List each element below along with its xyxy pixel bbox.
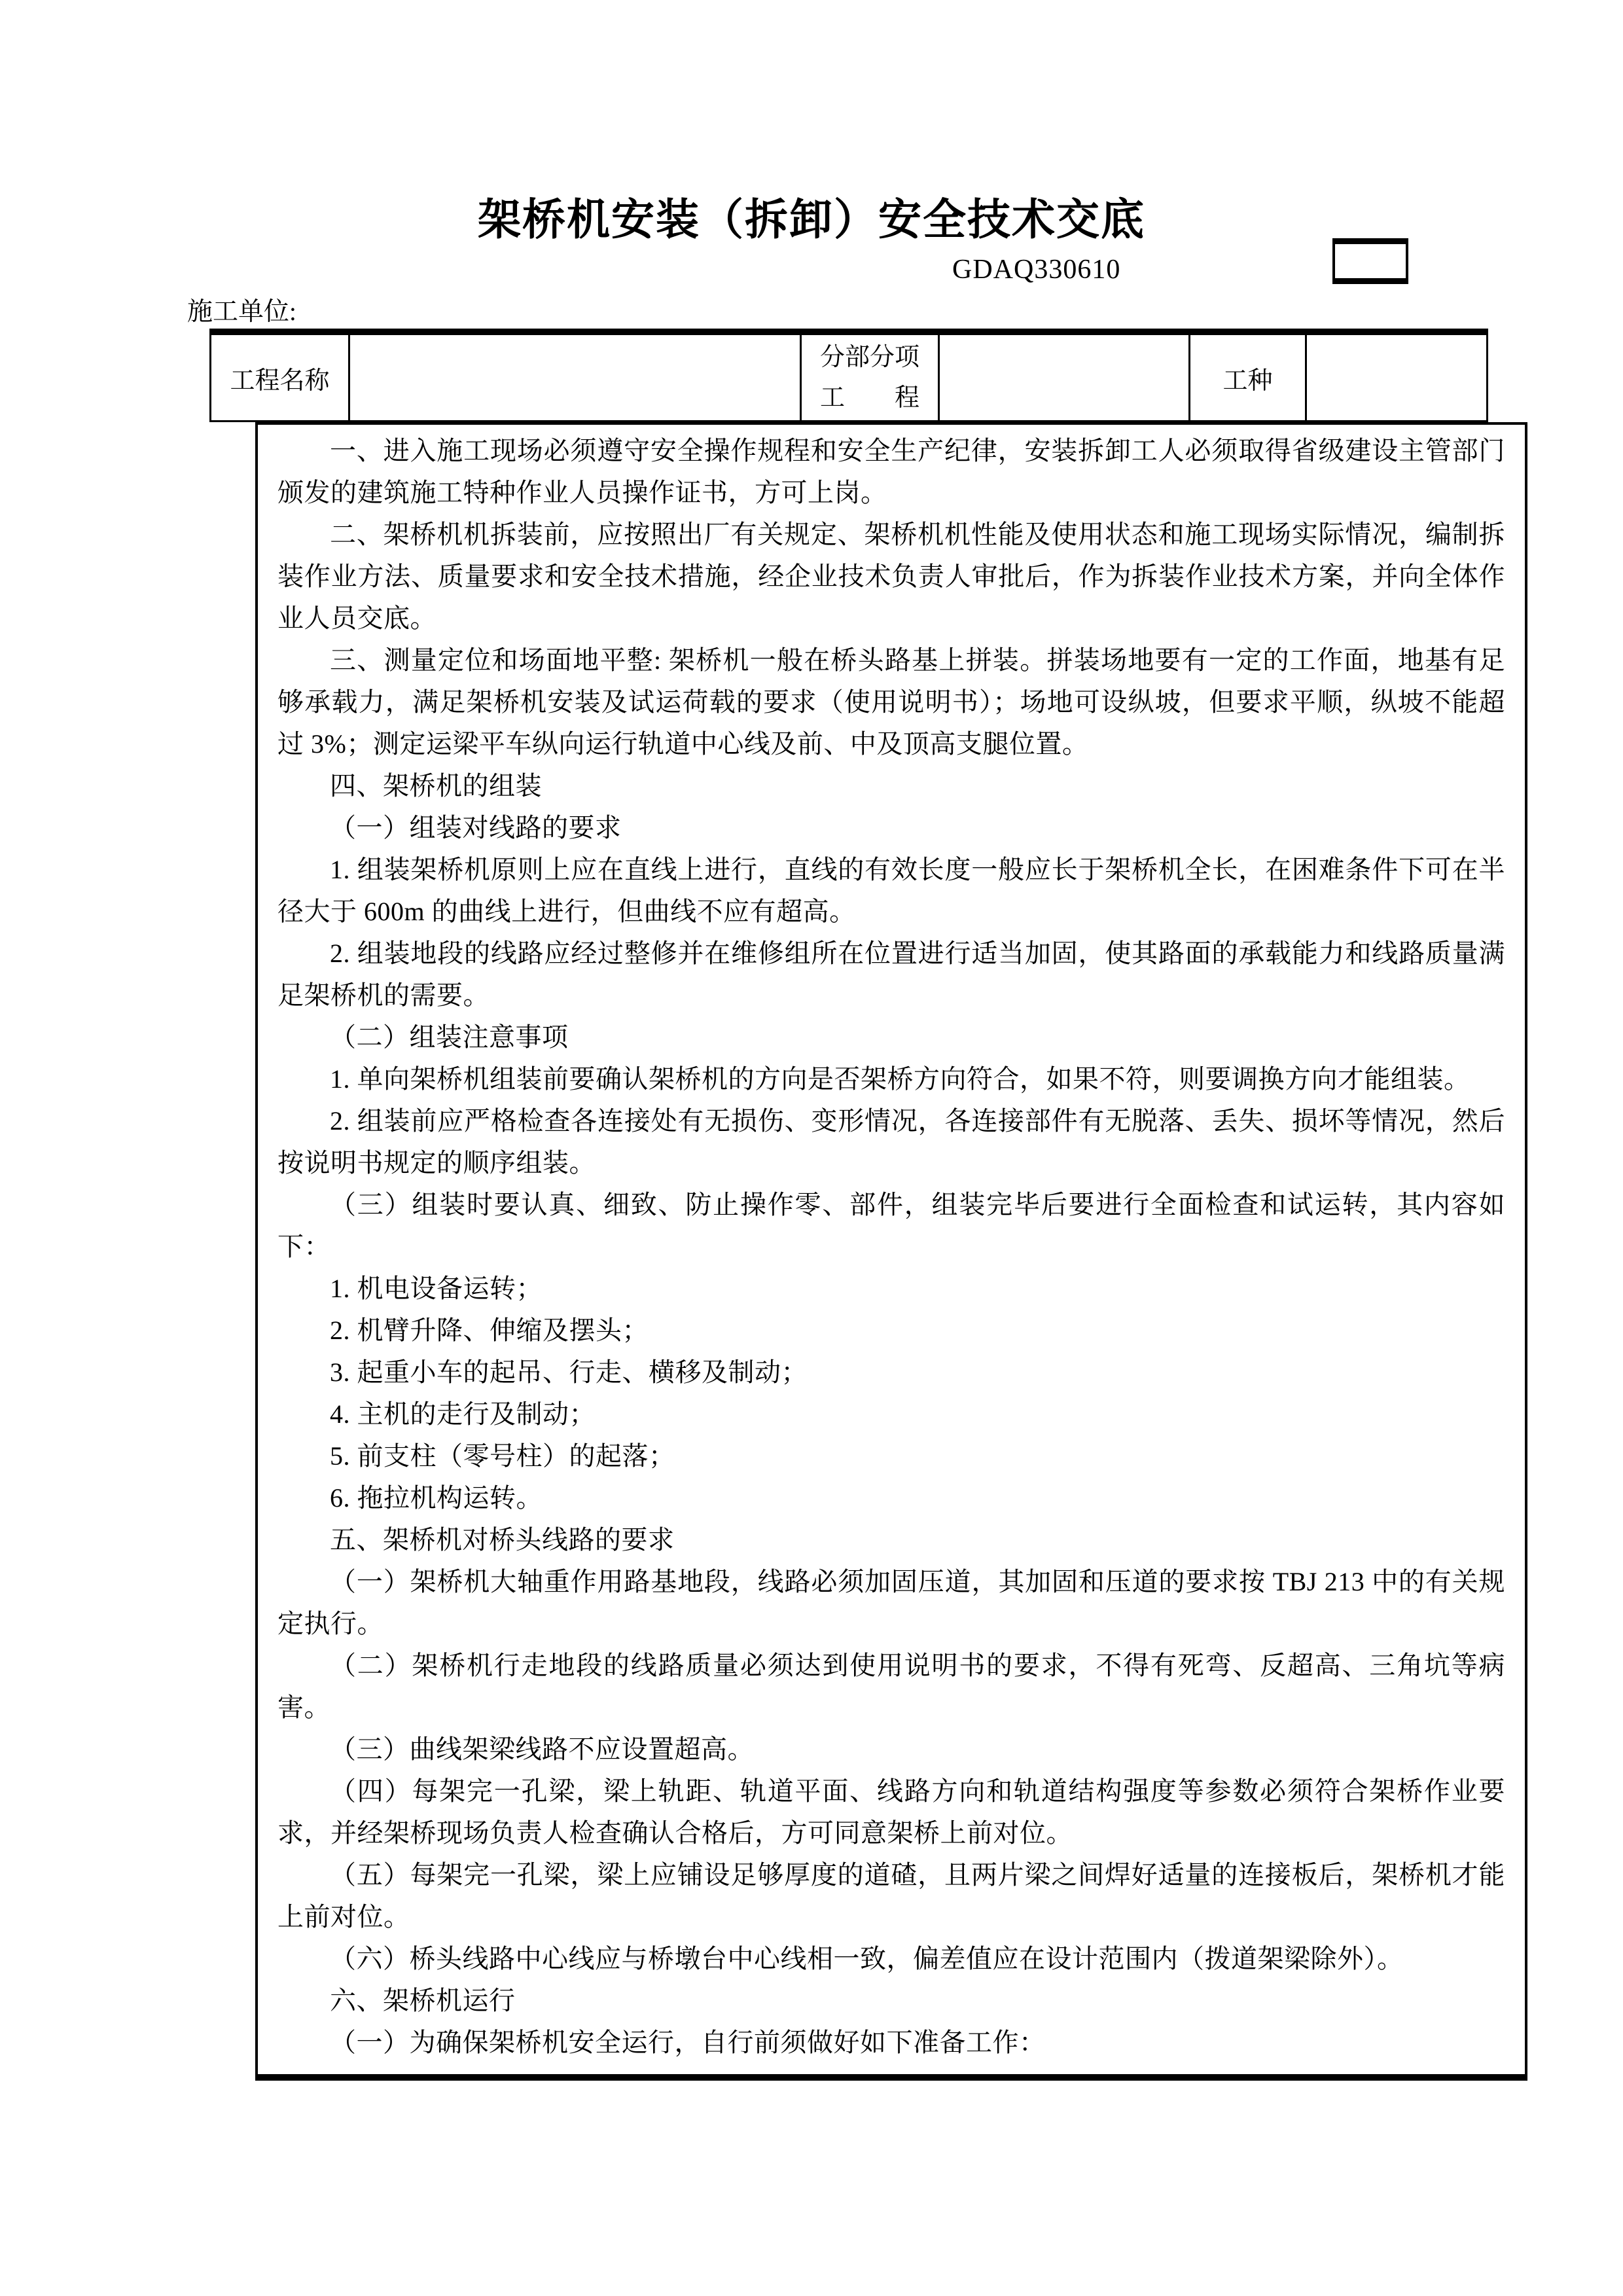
body-paragraph: 2. 机臂升降、伸缩及摆头； [330, 1316, 649, 1345]
corner-box [1332, 238, 1408, 284]
construction-unit-label: 施工单位: [187, 298, 296, 326]
body-paragraph: 2. 组装前应严格检查各连接处有无损伤、变形情况，各连接部件有无脱落、丢失、损坏等情况，然后按说明书规定的顺序组装。 [277, 1106, 1505, 1177]
body-paragraph: （二）组装注意事项 [330, 1022, 569, 1052]
body-paragraph: 4. 主机的走行及制动； [330, 1399, 596, 1429]
work-type-label-cell: 工种 [1190, 335, 1307, 420]
page-title: 架桥机安装（拆卸）安全技术交底 [478, 195, 1145, 243]
body-paragraph: （一）架桥机大轴重作用路基地段，线路必须加固压道，其加固和压道的要求按 TBJ 213 中的有关规定执行。 [277, 1567, 1505, 1638]
sub-project-label-line2: 工程 [820, 384, 919, 412]
project-name-value-cell[interactable] [350, 335, 802, 420]
doc-code: GDAQ330610 [952, 255, 1121, 285]
body-paragraph: 三、测量定位和场面地平整: 架桥机一般在桥头路基上拼装。拼装场地要有一定的工作面，地基有足够承载力，满足架桥机安装及试运荷载的要求（使用说明书）；场地可设纵坡，但要求平顺，纵坡不能超过 3%；测定运梁平车纵向运行轨道中心线及前、中及顶高支腿位置。 [277, 645, 1505, 759]
body-paragraph: （二）架桥机行走地段的线路质量必须达到使用说明书的要求，不得有死弯、反超高、三角坑等病害。 [277, 1651, 1505, 1722]
header-table [209, 329, 1488, 422]
body-paragraph: （五）每架完一孔梁，梁上应铺设足够厚度的道碴，且两片梁之间焊好适量的连接板后，架桥机才能上前对位。 [277, 1860, 1505, 1931]
body-paragraph: 5. 前支柱（零号柱）的起落； [330, 1441, 675, 1471]
body-paragraph: 五、架桥机对桥头线路的要求 [330, 1525, 675, 1554]
body-paragraph: 四、架桥机的组装 [330, 771, 542, 800]
body-text [277, 430, 1505, 2064]
body-paragraph: （三）组装时要认真、细致、防止操作零、部件，组装完毕后要进行全面检查和试运转，其内容如下： [277, 1190, 1505, 1261]
body-paragraph: 二、架桥机机拆装前，应按照出厂有关规定、架桥机机性能及使用状态和施工现场实际情况，编制拆装作业方法、质量要求和安全技术措施，经企业技术负责人审批后，作为拆装作业技术方案，并向全体作业人员交底。 [277, 520, 1505, 633]
body-paragraph: 1. 机电设备运转； [330, 1274, 543, 1303]
work-type-value-cell[interactable] [1307, 335, 1486, 420]
body-paragraph: （一）为确保架桥机安全运行，自行前须做好如下准备工作： [330, 2028, 1046, 2057]
body-paragraph: 2. 组装地段的线路应经过整修并在维修组所在位置进行适当加固，使其路面的承载能力和线路质量满足架桥机的需要。 [277, 939, 1505, 1010]
project-name-label-cell: 工程名称 [211, 335, 350, 420]
body-paragraph: （四）每架完一孔梁，梁上轨距、轨道平面、线路方向和轨道结构强度等参数必须符合架桥作业要求，并经架桥现场负责人检查确认合格后，方可同意架桥上前对位。 [277, 1776, 1505, 1848]
body-paragraph: 六、架桥机运行 [330, 1986, 516, 2015]
body-paragraph: 1. 单向架桥机组装前要确认架桥机的方向是否架桥方向符合，如果不符，则要调换方向才能组装。 [330, 1064, 1471, 1094]
body-paragraph: 1. 组装架桥机原则上应在直线上进行，直线的有效长度一般应长于架桥机全长，在困难条件下可在半径大于 600m 的曲线上进行，但曲线不应有超高。 [277, 855, 1505, 926]
body-paragraph: （六）桥头线路中心线应与桥墩台中心线相一致，偏差值应在设计范围内（拨道架梁除外）。 [330, 1944, 1404, 1973]
body-paragraph: 一、进入施工现场必须遵守安全操作规程和安全生产纪律，安装拆卸工人必须取得省级建设主管部门颁发的建筑施工特种作业人员操作证书，方可上岗。 [277, 436, 1505, 507]
body-paragraph: 3. 起重小车的起吊、行走、横移及制动； [330, 1357, 808, 1387]
body-paragraph: （一）组装对线路的要求 [330, 813, 622, 842]
body-paragraph: （三）曲线架梁线路不应设置超高。 [330, 1734, 754, 1764]
sub-project-value-cell[interactable] [940, 335, 1190, 420]
sub-project-label-line1: 分部分项 [820, 344, 920, 371]
sub-project-label-cell [802, 335, 940, 420]
body-paragraph: 6. 拖拉机构运转。 [330, 1483, 543, 1513]
body-box [255, 422, 1527, 2081]
